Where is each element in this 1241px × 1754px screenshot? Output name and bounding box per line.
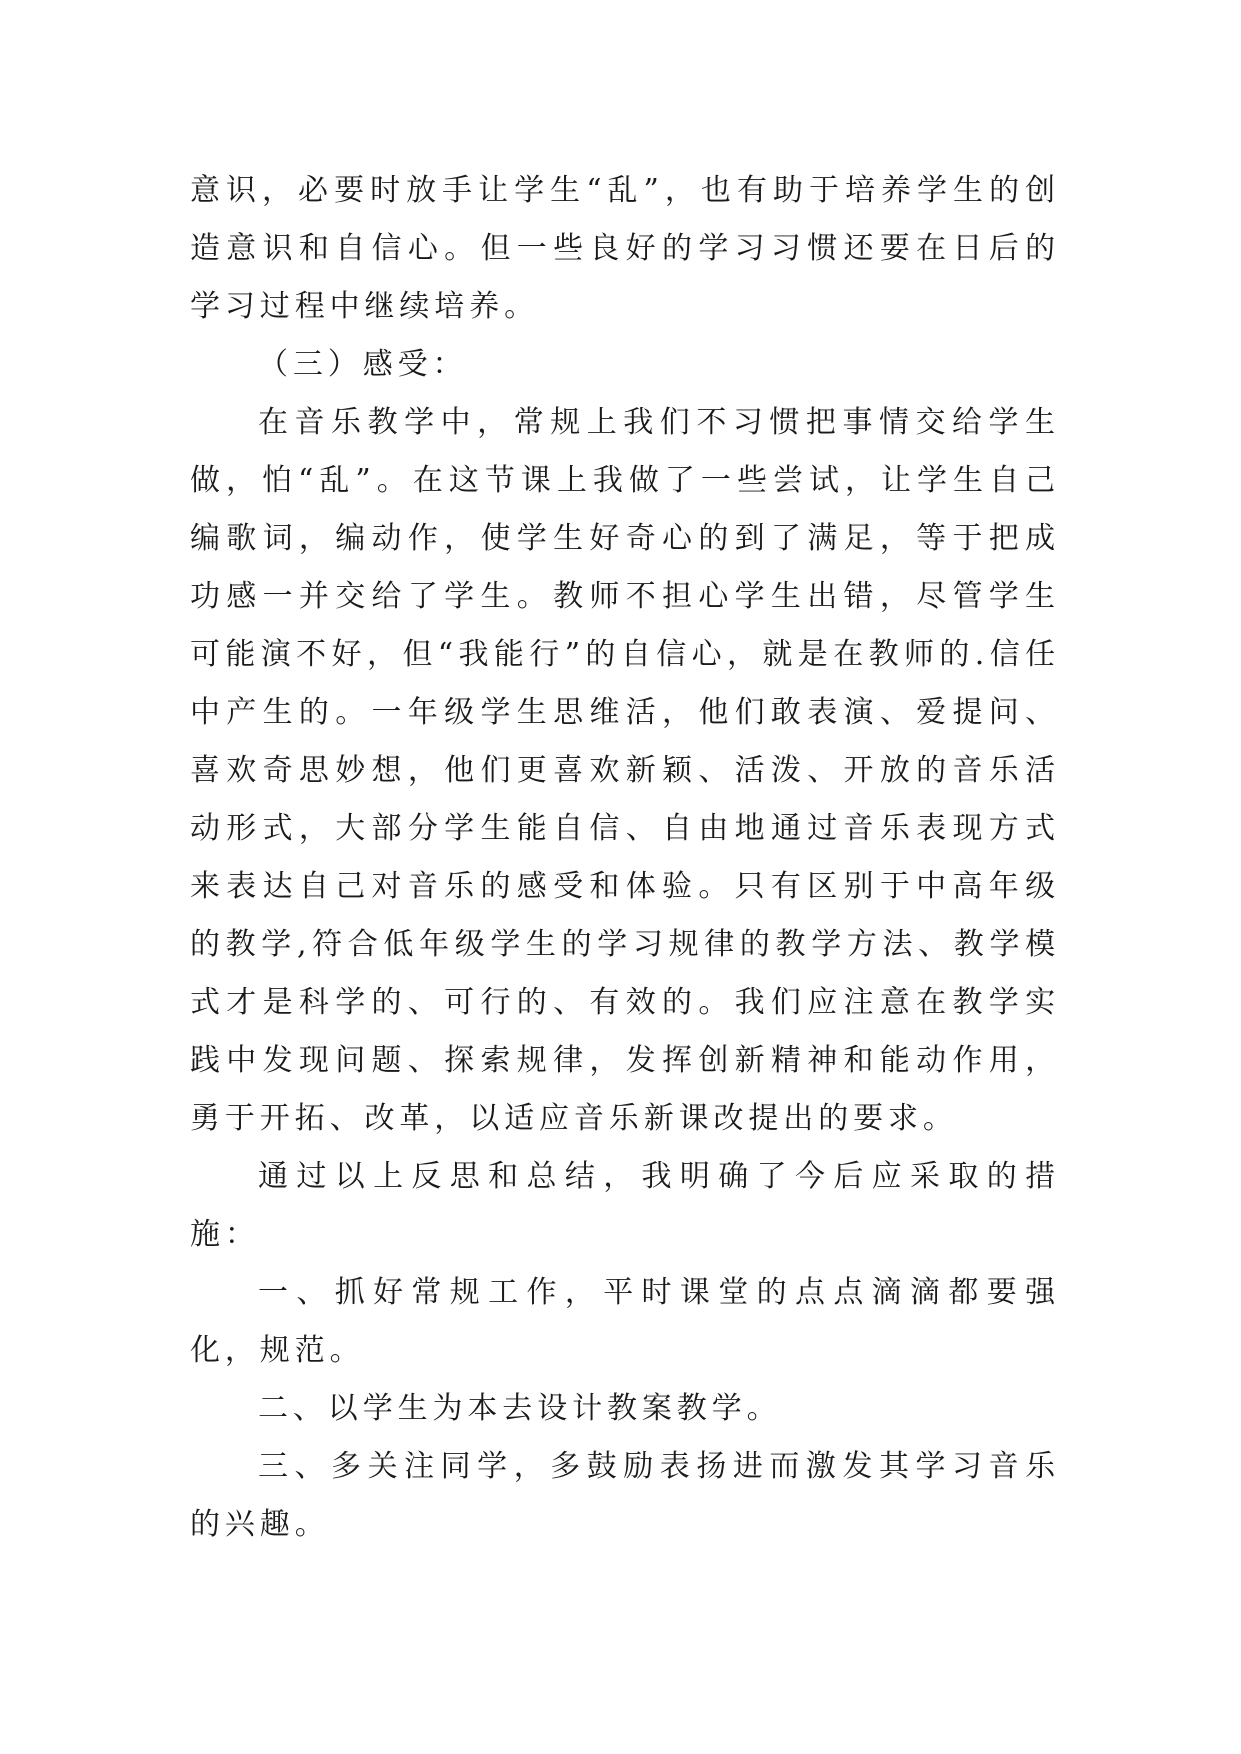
document-body (190, 162, 1060, 1554)
paragraph-continuation: 意识，必要时放手让学生“乱”，也有助于培养学生的创造意识和自信心。但一些良好的学习习惯还要在日后的学习过程中继续培养。 (190, 173, 1060, 324)
measure-item-1: 一、抓好常规工作，平时课堂的点点滴滴都要强化，规范。 (190, 1275, 1060, 1368)
measure-item-2: 二、以学生为本去设计教案教学。 (258, 1391, 782, 1426)
paragraph-feelings-body: 在音乐教学中，常规上我们不习惯把事情交给学生做，怕“乱”。在这节课上我做了一些尝试，让学生自己编歌词，编动作，使学生好奇心的到了满足，等于把成功感一并交给了学生。教师不担心学生出错，尽管学生可能演不好，但“我能行”的自信心，就是在教师的.信任中产生的。一年级学生思维活，他们敢表演、爱提问、喜欢奇思妙想，他们更喜欢新颖、活泼、开放的音乐活动形式，大部分学生能自信、自由地通过音乐表现方式来表达自己对音乐的感受和体验。只有区别于中高年级的教学,符合低年级学生的学习规律的教学方法、教学模式才是科学的、可行的、有效的。我们应注意在教学实践中发现问题、探索规律，发挥创新精神和能动作用，勇于开拓、改革，以适应音乐新课改提出的要求。 (190, 405, 1060, 1136)
section-heading-feelings: （三）感受： (258, 347, 468, 382)
paragraph-measures-intro: 通过以上反思和总结，我明确了今后应采取的措施： (190, 1159, 1060, 1252)
measure-item-3: 三、多关注同学，多鼓励表扬进而激发其学习音乐的兴趣。 (190, 1449, 1060, 1542)
